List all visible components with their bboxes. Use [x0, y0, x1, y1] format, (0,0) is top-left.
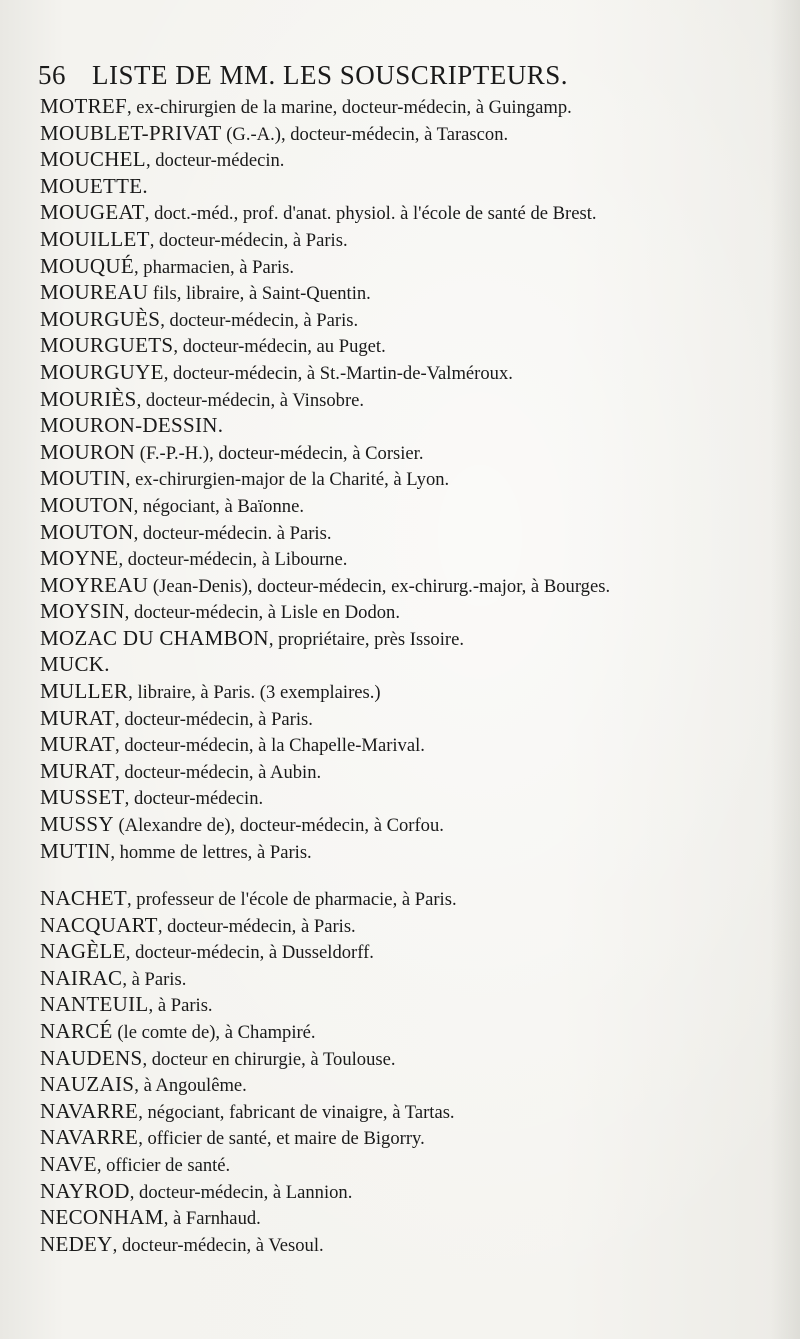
running-title: LISTE DE MM. LES SOUSCRIPTEURS.	[92, 60, 569, 90]
subscriber-name: NAVARRE	[40, 1098, 139, 1123]
subscriber-name: NAGÈLE	[40, 939, 126, 964]
subscriber-description: , homme de lettres, à Paris.	[110, 841, 312, 863]
subscriber-entry	[40, 939, 760, 966]
subscriber-description: , docteur-médecin, à Paris.	[160, 309, 359, 331]
subscriber-entry	[40, 227, 760, 254]
subscriber-entry	[40, 466, 760, 493]
subscriber-entry	[40, 1072, 760, 1099]
subscriber-entry	[40, 174, 760, 201]
subscriber-description: , libraire, à Paris. (3 exemplaires.)	[128, 682, 381, 704]
subscriber-description: , négociant, à Baïonne.	[133, 495, 304, 517]
subscriber-entry	[40, 1179, 760, 1206]
subscriber-description: , ex-chirurgien-major de la Charité, à Lyon.	[125, 469, 450, 491]
subscriber-description: , doct.-méd., prof. d'anat. physiol. à l'école de santé de Brest.	[144, 203, 597, 225]
subscriber-name: MOUCHEL	[40, 147, 146, 172]
subscriber-name: MOZAC DU CHAMBON	[40, 625, 269, 650]
subscriber-entry	[40, 1099, 760, 1126]
subscriber-entry	[40, 886, 760, 913]
subscriber-entry	[40, 913, 760, 940]
subscriber-description: , docteur-médecin, à Paris.	[157, 915, 356, 937]
subscriber-description: fils, libraire, à Saint-Quentin.	[148, 283, 371, 305]
subscriber-entry	[40, 992, 760, 1019]
subscriber-entry	[40, 147, 760, 174]
subscriber-name: NAUZAIS	[40, 1072, 135, 1097]
subscriber-description: , propriétaire, près Issoire.	[268, 628, 464, 650]
subscriber-description: , docteur-médecin, à Dusseldorff.	[125, 942, 374, 964]
subscriber-name: MOUILLET	[40, 226, 150, 251]
subscriber-entry	[40, 94, 760, 121]
subscriber-name: MUSSET	[40, 785, 125, 810]
subscriber-entry	[40, 1046, 760, 1073]
subscriber-description: , docteur-médecin, au Puget.	[173, 336, 386, 358]
subscriber-name: MOUBLET-PRIVAT	[40, 120, 222, 145]
subscriber-entry	[40, 493, 760, 520]
subscriber-entry	[40, 732, 760, 759]
subscriber-name: MOYREAU	[40, 572, 149, 597]
subscriber-name: NEDEY	[40, 1231, 113, 1256]
subscriber-entry	[40, 333, 760, 360]
subscriber-description: , docteur-médecin, à Paris.	[149, 229, 348, 251]
subscriber-description: , négociant, fabricant de vinaigre, à Tartas.	[138, 1101, 455, 1123]
subscriber-list-n	[40, 886, 760, 1258]
subscriber-entry	[40, 413, 760, 440]
subscriber-name: MURAT	[40, 758, 116, 783]
subscriber-name: NAYROD	[40, 1178, 130, 1203]
subscriber-name: MOUTIN	[40, 466, 126, 491]
subscriber-name: MOYNE	[40, 546, 119, 571]
subscriber-description: , à Paris.	[148, 995, 213, 1017]
subscriber-name: MOURON	[40, 439, 136, 464]
subscriber-name: MOURGUYE	[40, 359, 164, 384]
subscriber-name: NAUDENS	[40, 1045, 143, 1070]
subscriber-name: NACHET	[40, 886, 127, 910]
subscriber-description: , docteur-médecin, à Vinsobre.	[136, 389, 365, 411]
subscriber-description: (le comte de), à Champiré.	[112, 1021, 316, 1043]
subscriber-name: MURAT	[40, 705, 116, 730]
subscriber-name: NAVE	[40, 1151, 97, 1176]
subscriber-entry	[40, 307, 760, 334]
subscriber-entry	[40, 121, 760, 148]
subscriber-description: , docteur-médecin, à St.-Martin-de-Valméroux.	[163, 362, 513, 384]
subscriber-entry	[40, 360, 760, 387]
subscriber-entry	[40, 1205, 760, 1232]
page-edge-shadow	[770, 0, 800, 1339]
subscriber-description: , docteur-médecin. à Paris.	[133, 522, 332, 544]
subscriber-description: , docteur en chirurgie, à Toulouse.	[142, 1048, 396, 1070]
subscriber-description: , docteur-médecin, à Paris.	[115, 708, 313, 730]
subscriber-description: , docteur-médecin, à Vesoul.	[112, 1234, 324, 1256]
subscriber-entry	[40, 1232, 760, 1259]
subscriber-description: , docteur-médecin, à Lannion.	[129, 1181, 353, 1203]
subscriber-description: , officier de santé, et maire de Bigorry.	[138, 1128, 425, 1150]
subscriber-name: NAIRAC	[40, 965, 123, 990]
subscriber-entry	[40, 1125, 760, 1152]
subscriber-name: MOUQUÉ	[40, 253, 134, 278]
subscriber-name: MOUREAU	[40, 280, 149, 305]
subscriber-description: , ex-chirurgien de la marine, docteur-médecin, à Guingamp.	[126, 97, 572, 118]
subscriber-description: , docteur-médecin, à la Chapelle-Marival.	[115, 735, 425, 757]
subscriber-description: (G.-A.), docteur-médecin, à Tarascon.	[221, 123, 509, 145]
subscriber-entry	[40, 254, 760, 281]
subscriber-name: MOUETTE.	[40, 173, 148, 198]
subscriber-name: MOURGUETS	[40, 333, 174, 358]
subscriber-description: (Alexandre de), docteur-médecin, à Corfou.	[113, 815, 444, 837]
subscriber-name: NARCÉ	[40, 1018, 113, 1043]
subscriber-list-m	[40, 94, 760, 865]
subscriber-description: , à Farnhaud.	[163, 1208, 261, 1230]
subscriber-name: NACQUART	[40, 912, 158, 937]
subscriber-entry	[40, 652, 760, 679]
subscriber-entry	[40, 626, 760, 653]
subscriber-description: (F.-P.-H.), docteur-médecin, à Corsier.	[135, 442, 424, 464]
subscriber-description: , docteur-médecin, à Lisle en Dodon.	[124, 602, 400, 624]
subscriber-description: , à Angoulême.	[134, 1075, 247, 1097]
subscriber-name: NANTEUIL	[40, 992, 149, 1017]
subscriber-description: , officier de santé.	[96, 1154, 231, 1176]
subscriber-name: MOUGEAT	[40, 200, 145, 225]
subscriber-description: , docteur-médecin, à Libourne.	[118, 549, 348, 571]
subscriber-entry	[40, 759, 760, 786]
subscriber-description: (Jean-Denis), docteur-médecin, ex-chirurg.-major, à Bourges.	[148, 575, 611, 597]
subscriber-entry	[40, 520, 760, 547]
subscriber-entry	[40, 1152, 760, 1179]
page-number: 56	[38, 60, 66, 90]
subscriber-entry	[40, 200, 760, 227]
subscriber-description: , pharmacien, à Paris.	[133, 256, 295, 278]
subscriber-description: , docteur-médecin, à Aubin.	[115, 761, 322, 783]
subscriber-name: MUCK.	[40, 652, 110, 677]
subscriber-description: , docteur-médecin.	[124, 788, 264, 810]
subscriber-entry	[40, 280, 760, 307]
subscriber-description: , à Paris.	[122, 968, 187, 990]
subscriber-name: MOYSIN	[40, 599, 125, 624]
page-header	[38, 60, 678, 91]
subscriber-entry	[40, 706, 760, 733]
subscriber-name: MUTIN	[40, 838, 111, 863]
subscriber-entry	[40, 387, 760, 414]
subscriber-entry	[40, 546, 760, 573]
subscriber-name: NAVARRE	[40, 1125, 139, 1150]
subscriber-entry	[40, 839, 760, 866]
subscriber-entry	[40, 440, 760, 467]
subscriber-description: , professeur de l'école de pharmacie, à Paris.	[126, 889, 457, 910]
subscriber-name: MUSSY	[40, 812, 114, 837]
subscriber-name: MOURIÈS	[40, 386, 137, 411]
subscriber-name: MURAT	[40, 732, 116, 757]
subscriber-name: MOURGUÈS	[40, 306, 161, 331]
subscriber-description: , docteur-médecin.	[145, 150, 285, 172]
subscriber-name: MOUTON	[40, 492, 134, 517]
subscriber-name: NECONHAM	[40, 1205, 164, 1230]
subscriber-entry	[40, 812, 760, 839]
subscriber-entry	[40, 573, 760, 600]
subscriber-entry	[40, 785, 760, 812]
subscriber-entry	[40, 966, 760, 993]
subscriber-name: MOTREF	[40, 94, 127, 118]
subscriber-name: MULLER	[40, 679, 129, 704]
subscriber-entry	[40, 599, 760, 626]
subscriber-name: MOURON-DESSIN.	[40, 413, 224, 438]
subscriber-name: MOUTON	[40, 519, 134, 544]
subscriber-entry	[40, 679, 760, 706]
subscriber-entry	[40, 1019, 760, 1046]
